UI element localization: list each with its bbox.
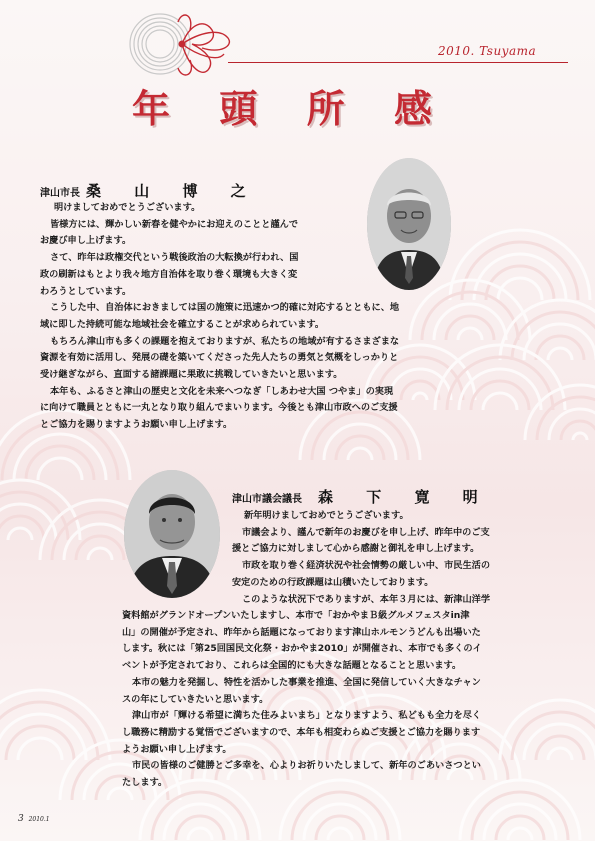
wave-arc xyxy=(525,385,595,440)
chair-line: 市議会より、謹んで新年のお慶びを申し上げ、昨年中のご支 xyxy=(242,526,490,538)
mayor-role: 津山市長 xyxy=(40,188,80,199)
chair-line: たします。 xyxy=(122,777,168,789)
mayor-line: もちろん津山市も多くの課題を抱えておりますが、私たちの地域が有するさまざまな xyxy=(50,335,400,347)
title-char: 頭 xyxy=(219,86,258,131)
wave-arc xyxy=(26,446,94,480)
chair-line: 本市の魅力を発掘し、特性を活かした事業を推進、全国に発信していく大きなチャン xyxy=(132,676,481,688)
page-number: 3 xyxy=(18,814,24,824)
chair-line: 市民の皆様のご健勝とご多幸を、心よりお祈りいたしまして、新年のごあいさつとい xyxy=(132,760,481,772)
wave-arc xyxy=(348,448,372,460)
wave-arc xyxy=(0,690,110,760)
wave-arc xyxy=(304,804,376,840)
mayor-line: わろうとしています。 xyxy=(40,285,132,297)
chair-line: します。秋には「第25回国民文化祭・おかやま2010」が開催され、本市でも多くのイ xyxy=(122,643,482,655)
wave-arc xyxy=(462,242,578,300)
header-rule xyxy=(228,62,568,63)
wave-arc xyxy=(6,726,74,760)
mayor-line: 受け継ぎながら、直面する諸課題に果敢に挑戦していきたいと思います。 xyxy=(40,369,343,381)
chair-line: ようお願い申し上げます。 xyxy=(122,743,232,755)
chair-line: 山」の開催が予定され、昨年から話題になっております津山ホルモンうどんも出場いた xyxy=(122,626,481,638)
title-char: 年 xyxy=(132,86,171,131)
mayor-line: 域に即した持続可能な地域社会を確立することが求められています。 xyxy=(40,318,325,330)
issue-code: 2010.1 xyxy=(28,816,50,823)
mayor-line: さて、昨年は政権交代という戦後政治の大転換が行われ、国 xyxy=(50,252,299,264)
wave-arc xyxy=(483,393,517,410)
page-title xyxy=(132,78,432,133)
wave-arc xyxy=(164,804,236,840)
wave-arc xyxy=(471,381,529,410)
mayor-line: 本年も、ふるさと津山の歴史と文化を未来へつなぎ「しあわせ大国 つやま」の実現 xyxy=(50,385,394,397)
wave-arc xyxy=(498,278,542,300)
wave-arc xyxy=(548,348,572,360)
chair-name-row xyxy=(232,486,492,507)
chair-line: 新年明けましておめでとうございます。 xyxy=(244,510,409,521)
mayor-line: 資源を有効に活用し、発展の礎を築いてくださった先人たちの勇気と気概をしっかりと xyxy=(40,352,399,364)
mayor-line: 明けましておめでとうございます。 xyxy=(54,202,201,213)
chair-line: このような状況下でありますが、本年３月には、新津山洋学 xyxy=(242,593,491,605)
mayor-line: お慶び申し上げます。 xyxy=(40,235,132,247)
chair-portrait xyxy=(124,470,220,598)
mayor-line: こうした中、自治体におきましては国の施策に迅速かつ的確に対応するとともに、地 xyxy=(50,302,400,314)
wave-arc xyxy=(549,409,595,440)
chair-message-top xyxy=(232,508,572,608)
mayor-line: とご協力を賜りますようお願い申し上げます。 xyxy=(40,419,233,431)
chair-line: 津山市が「輝ける希望に満ちた住みよいまち」となりますよう、私どもも全力を尽く xyxy=(132,710,482,722)
chair-name: 森 下 寛 明 xyxy=(318,488,492,506)
wave-arc xyxy=(88,548,112,560)
wave-arc xyxy=(508,828,532,840)
chair-line: 安定のための行政課題は山積いたしております。 xyxy=(232,576,434,588)
title-char: 感 xyxy=(393,86,432,131)
mayor-line: 皆様方には、輝かしい新春を健やかにお迎えのことと謹んで xyxy=(50,218,299,230)
chair-line: 資料館がグランドオープンいたしますし、本市で「おかやまＢ級グルメフェスタin津 xyxy=(122,610,470,621)
wave-arc xyxy=(18,738,62,760)
wave-arc xyxy=(8,528,32,540)
wave-arc xyxy=(484,804,556,840)
page-footer xyxy=(18,814,50,824)
mayor-line: に向けて職員とともに一丸となり取り組んでまいります。今後とも津山市政へのご支援 xyxy=(40,402,398,414)
wave-arc xyxy=(38,458,82,480)
wave-arc xyxy=(458,328,482,340)
chair-line: 市政を取り巻く経済状況や社会情勢の厳しい中、市民生活の xyxy=(242,560,491,572)
wave-arc xyxy=(486,266,554,300)
wave-arc xyxy=(188,828,212,840)
issue-label: 2010. Tsuyama xyxy=(438,44,537,58)
mayor-portrait xyxy=(367,158,451,290)
chair-role: 津山市議会議長 xyxy=(232,494,302,505)
chair-line: スの年にしていきたいと思います。 xyxy=(122,693,269,705)
wave-arc xyxy=(328,828,352,840)
mayor-name-row xyxy=(40,180,260,201)
mayor-name: 桑 山 博 之 xyxy=(86,182,260,200)
mizuhiki-knot-ornament xyxy=(120,4,250,84)
chair-line: ベントが予定されており、これらは全国的にも大きな話題となることと思います。 xyxy=(122,660,462,672)
chair-line: 援とご協力に対しまして心から感謝と御礼を申し上げます。 xyxy=(232,543,480,555)
chair-message-bottom xyxy=(122,608,574,792)
wave-arc xyxy=(573,433,587,440)
wave-arc xyxy=(561,421,595,440)
chair-line: し職務に精励する覚悟でございますので、本年も相変わらぬご支援とご協力を賜ります xyxy=(122,726,481,738)
mayor-line: 政の刷新はもとより我々地方自治体を取り巻く環境も大きく変 xyxy=(40,268,298,280)
title-char: 所 xyxy=(306,86,345,131)
